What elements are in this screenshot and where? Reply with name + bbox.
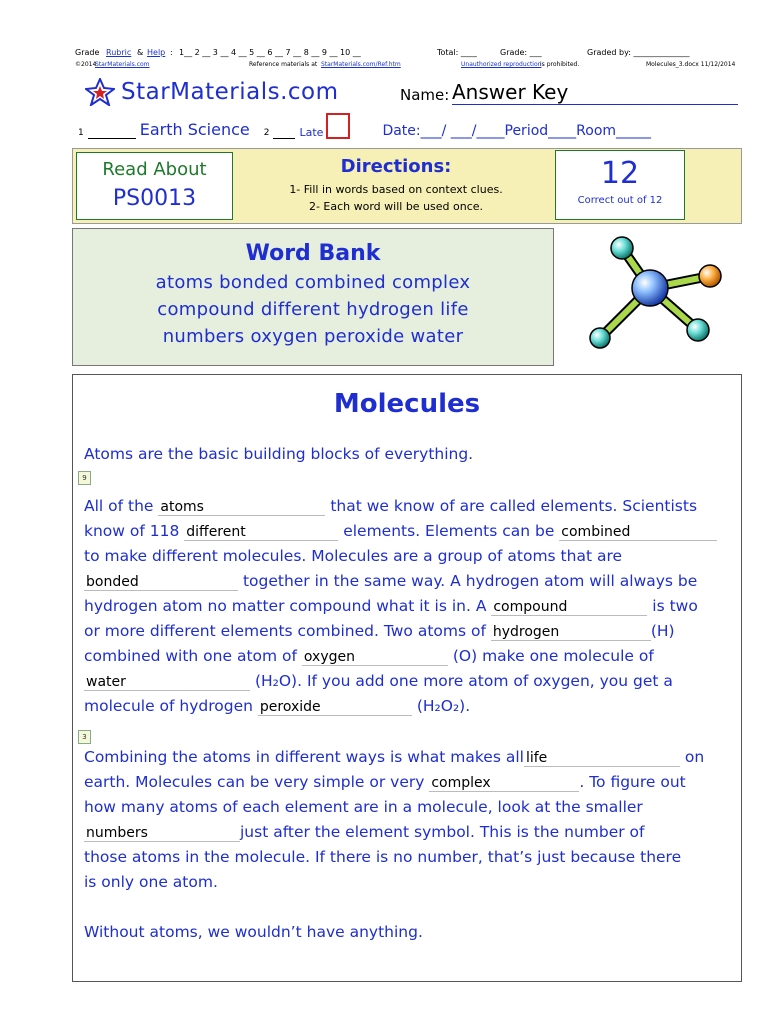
answer-blank[interactable]: water <box>84 674 250 691</box>
total-label: Total: ____ <box>437 48 477 57</box>
answer-blank[interactable]: peroxide <box>258 699 412 716</box>
passage-box <box>72 374 742 982</box>
score-slots: 1__ 2 __ 3 __ 4 __ 5 __ 6 __ 7 __ 8 __ 9 __ 10 __ <box>179 48 361 57</box>
copyright-link[interactable]: StarMaterials.com <box>95 61 150 68</box>
atom-icon <box>590 328 610 348</box>
directions-box <box>250 156 542 213</box>
name-field[interactable]: Answer Key <box>452 80 738 105</box>
passage-line: molecule of hydrogen peroxide (H₂O₂). <box>84 697 471 715</box>
passage-intro: Atoms are the basic building blocks of everything. <box>84 445 474 463</box>
graded-by-label: Graded by: ______________ <box>587 48 690 57</box>
unauth-text: is prohibited. <box>540 61 580 68</box>
passage-closing: Without atoms, we wouldn’t have anything. <box>84 923 423 941</box>
passage-line: to make different molecules. Molecules are a group of atoms that are <box>84 547 623 565</box>
slot2-blank[interactable] <box>273 122 295 139</box>
name-label: Name: <box>400 86 450 104</box>
rubric-link[interactable]: Rubric <box>106 48 132 57</box>
grade-label: Grade <box>75 48 100 57</box>
word-bank-line: atoms bonded combined complex <box>155 272 471 293</box>
passage-line: bonded together in the same way. A hydrogen atom will always be <box>86 572 698 590</box>
score-value: 12 <box>600 156 640 191</box>
passage-title: Molecules <box>333 389 481 419</box>
read-about-code: PS0013 <box>112 186 197 211</box>
answer-blank[interactable]: atoms <box>158 499 325 516</box>
doc-id: Molecules_3.docx 11/12/2014 <box>646 61 736 68</box>
answer-blank[interactable]: oxygen <box>302 649 448 666</box>
atom-icon <box>687 319 709 341</box>
late-label: Late <box>299 126 324 139</box>
passage-line: combined with one atom of oxygen (O) make one molecule of <box>84 647 654 665</box>
directions-title: Directions: <box>340 156 452 177</box>
read-about-box <box>76 152 233 220</box>
word-bank-line: compound different hydrogen life <box>157 299 469 320</box>
word-bank-line: numbers oxygen peroxide water <box>162 326 464 347</box>
answer-blank[interactable]: combined <box>559 524 717 541</box>
help-link[interactable]: Help <box>147 48 166 57</box>
amp: & <box>137 48 144 57</box>
copyright: ©2014 <box>75 61 97 68</box>
read-about-label: Read About <box>102 159 207 180</box>
unauth-link[interactable]: Unauthorized reproduction <box>461 61 542 68</box>
passage-line: know of 118 different elements. Elements can be combined <box>84 522 717 541</box>
colon: : <box>170 48 173 57</box>
molecule-illustration <box>570 228 750 368</box>
answer-blank[interactable]: numbers <box>84 825 240 842</box>
atom-icon <box>632 270 668 306</box>
count-marker: 3 <box>78 730 91 744</box>
passage-line: hydrogen atom no matter compound what it is in. A compound is two <box>84 597 698 615</box>
answer-blank[interactable]: hydrogen <box>491 624 651 641</box>
count-marker: 9 <box>78 471 91 485</box>
directions-line2: 2- Each word will be used once. <box>308 200 484 213</box>
passage-line: numbers just after the element symbol. This is the number of <box>86 823 645 841</box>
directions-line1: 1- Fill in words based on context clues. <box>289 183 503 196</box>
atom-icon <box>611 237 633 259</box>
passage-line: water (H₂O). If you add one more atom of oxygen, you get a <box>86 672 673 690</box>
slot1-label: 1 <box>78 128 84 138</box>
answer-blank[interactable]: bonded <box>84 574 238 591</box>
logo <box>85 78 339 106</box>
date-period-room[interactable]: Date:___/ ___/____Period____Room_____ <box>382 123 652 139</box>
score-box <box>555 150 685 220</box>
subject: Earth Science <box>139 120 250 139</box>
passage-line: Combining the atoms in different ways is what makes all life on <box>84 748 705 766</box>
reference-text: Reference materials at <box>249 61 318 68</box>
word-bank-title: Word Bank <box>245 241 381 266</box>
reference-link[interactable]: StarMaterials.com/Ref.htm <box>321 61 401 68</box>
passage-line: earth. Molecules can be very simple or very complex . To figure out <box>84 773 686 791</box>
answer-blank[interactable]: different <box>184 524 338 541</box>
slot2-label: 2 <box>263 128 270 138</box>
grade2-label: Grade: ___ <box>500 48 542 57</box>
logo-text: StarMaterials.com <box>121 79 339 105</box>
passage-line: is only one atom. <box>84 873 218 891</box>
score-caption: Correct out of 12 <box>577 195 663 206</box>
answer-blank[interactable]: life <box>524 750 680 767</box>
late-checkbox[interactable] <box>326 113 350 139</box>
atom-icon <box>699 265 721 287</box>
answer-blank[interactable]: compound <box>491 599 647 616</box>
word-bank <box>72 228 554 366</box>
passage-line: how many atoms of each element are in a molecule, look at the smaller <box>84 798 643 816</box>
passage-line: or more different elements combined. Two atoms of hydrogen (H) <box>84 622 675 640</box>
star-icon <box>85 78 115 106</box>
slot1-blank[interactable] <box>88 122 136 139</box>
passage-line: those atoms in the molecule. If there is no number, that’s just because there <box>84 848 682 866</box>
class-row <box>78 113 651 139</box>
passage-line: All of the atoms that we know of are called elements. Scientists <box>84 497 698 515</box>
answer-blank[interactable]: complex <box>429 775 579 792</box>
